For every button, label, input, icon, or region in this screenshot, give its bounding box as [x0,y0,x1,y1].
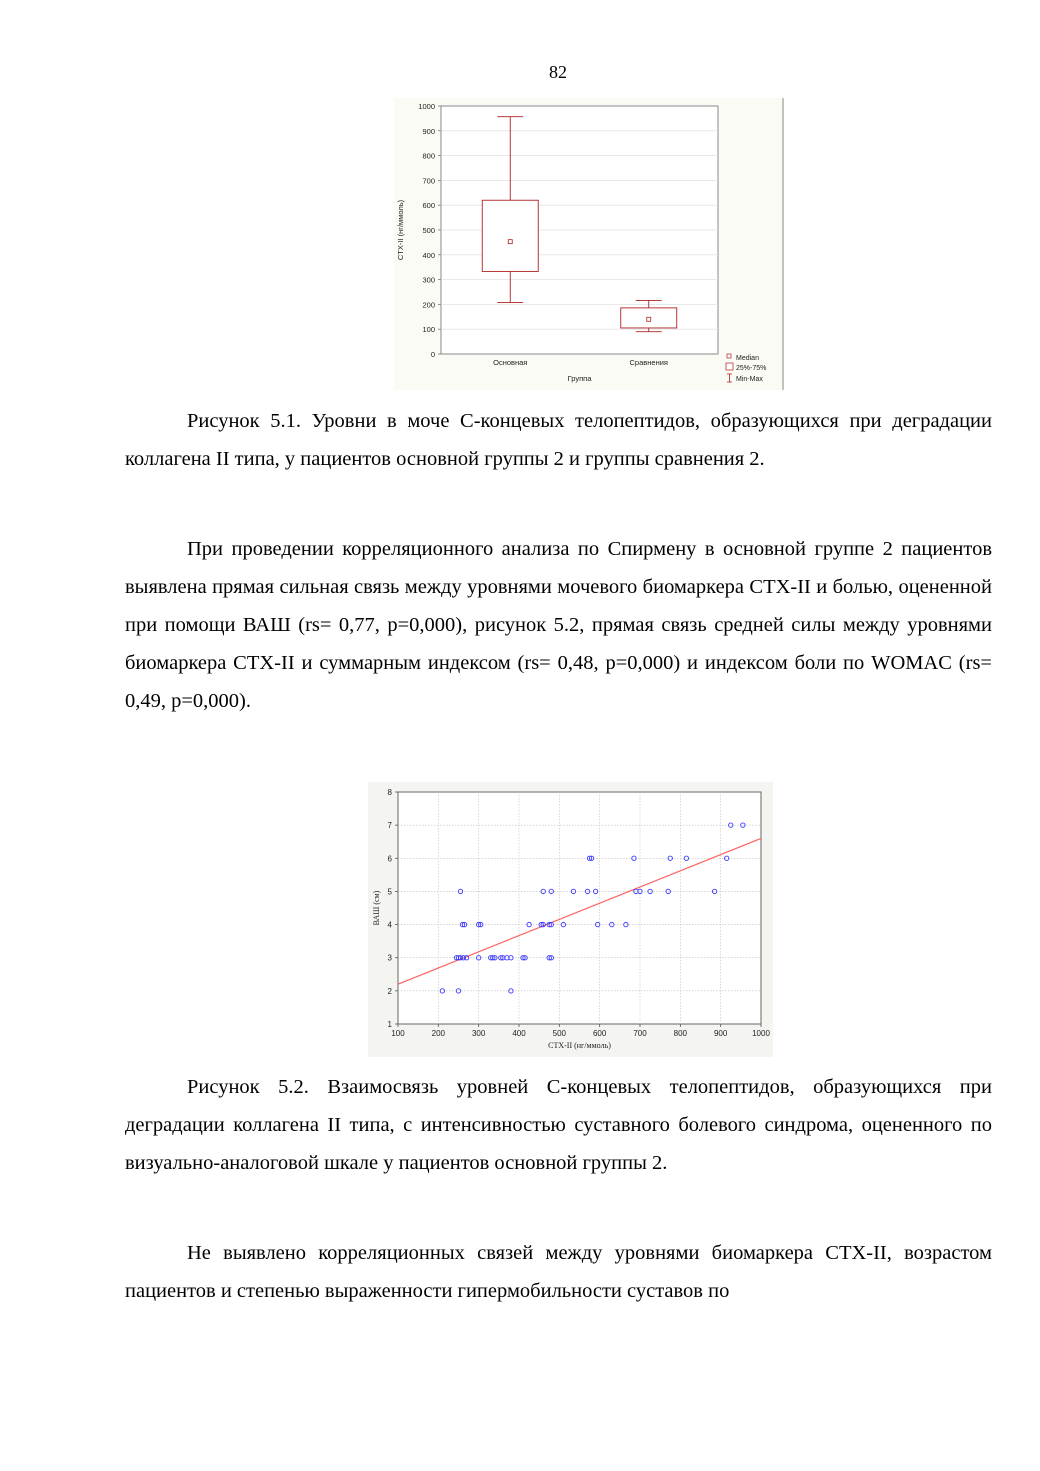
x-axis-label: CTX-II (нг/ммоль) [548,1041,611,1050]
y-tick-label: 0 [430,350,435,359]
y-tick-label: 100 [422,325,435,335]
y-axis-label: ВАШ (см) [372,890,381,926]
x-tick-label: 300 [471,1029,486,1038]
y-tick-label: 800 [422,151,435,161]
x-tick-label: 600 [592,1029,607,1038]
y-tick-label: 400 [422,250,435,260]
y-tick-label: 2 [387,986,392,996]
y-tick-label: 8 [387,788,392,797]
y-tick-label: 300 [422,275,435,285]
x-tick-label: 500 [552,1029,567,1038]
y-tick-label: 900 [422,126,435,136]
x-tick-label: 100 [391,1029,405,1038]
x-tick-label: Основная [493,358,528,367]
y-tick-label: 1 [387,1020,392,1029]
x-tick-label: 800 [673,1029,688,1038]
x-tick-label: Сравнения [629,358,668,367]
x-tick-label: 1000 [752,1029,770,1038]
y-tick-label: 600 [422,201,435,211]
fig2-caption: Рисунок 5.2. Взаимосвязь уровней С-концевых телопептидов, образующихся при деградации коллагена II типа, с интенсивностью суставного болевого синдрома, оцененного по визуально-аналоговой шкале у пациентов основной группы 2. [125,1076,992,1174]
boxplot-chart [394,98,784,390]
legend-iqr-label: 25%-75% [736,365,767,372]
paragraph-2: Не выявлено корреляционных связей между уровнями биомаркера CTX-II, возрастом пациентов и степенью выраженности гипермобильности суставов по [125,1242,992,1302]
x-tick-label: 200 [431,1029,446,1038]
median-marker [508,240,512,244]
y-tick-label: 3 [387,953,392,963]
plot-area [398,792,761,1024]
y-tick-label: 4 [387,920,392,930]
fig1-caption: Рисунок 5.1. Уровни в моче С-концевых телопептидов, образующихся при деградации коллагена II типа, у пациентов основной группы 2 и группы сравнения 2. [125,410,992,470]
scatter-chart [368,782,773,1057]
x-axis-label: Группа [567,374,592,383]
page-number: 82 [549,62,567,82]
y-tick-label: 5 [387,887,392,897]
y-tick-label: 6 [387,854,392,864]
legend-median-swatch [727,354,731,358]
x-tick-label: 400 [512,1029,526,1038]
x-tick-label: 900 [713,1029,728,1038]
legend-iqr-swatch [726,363,733,370]
median-marker [647,317,651,321]
x-tick-label: 700 [633,1029,647,1038]
legend-minmax-label: Min-Max [736,376,763,383]
legend-median-label: Median [736,355,759,362]
iqr-box [482,200,538,271]
y-tick-label: 7 [387,821,392,831]
y-tick-label: 700 [422,176,435,186]
y-tick-label: 200 [422,300,435,310]
y-tick-label: 1000 [418,102,435,111]
y-tick-label: 500 [422,226,435,235]
y-axis-label: CTX-II (нг/ммоль) [396,199,405,261]
paragraph-1: При проведении корреляционного анализа по Спирмену в основной группе 2 пациентов выявлена прямая сильная связь между уровнями мочевого биомаркера CTX-II и болью, оцененной при помощи ВАШ (rs= 0,77, p=0,000), рисунок 5.2, прямая связь средней силы между уровнями биомаркера CTX-II и суммарным индексом (rs= 0,48, p=0,000) и индексом боли по WOMAC (rs= 0,49, p=0,000). [125,538,992,712]
